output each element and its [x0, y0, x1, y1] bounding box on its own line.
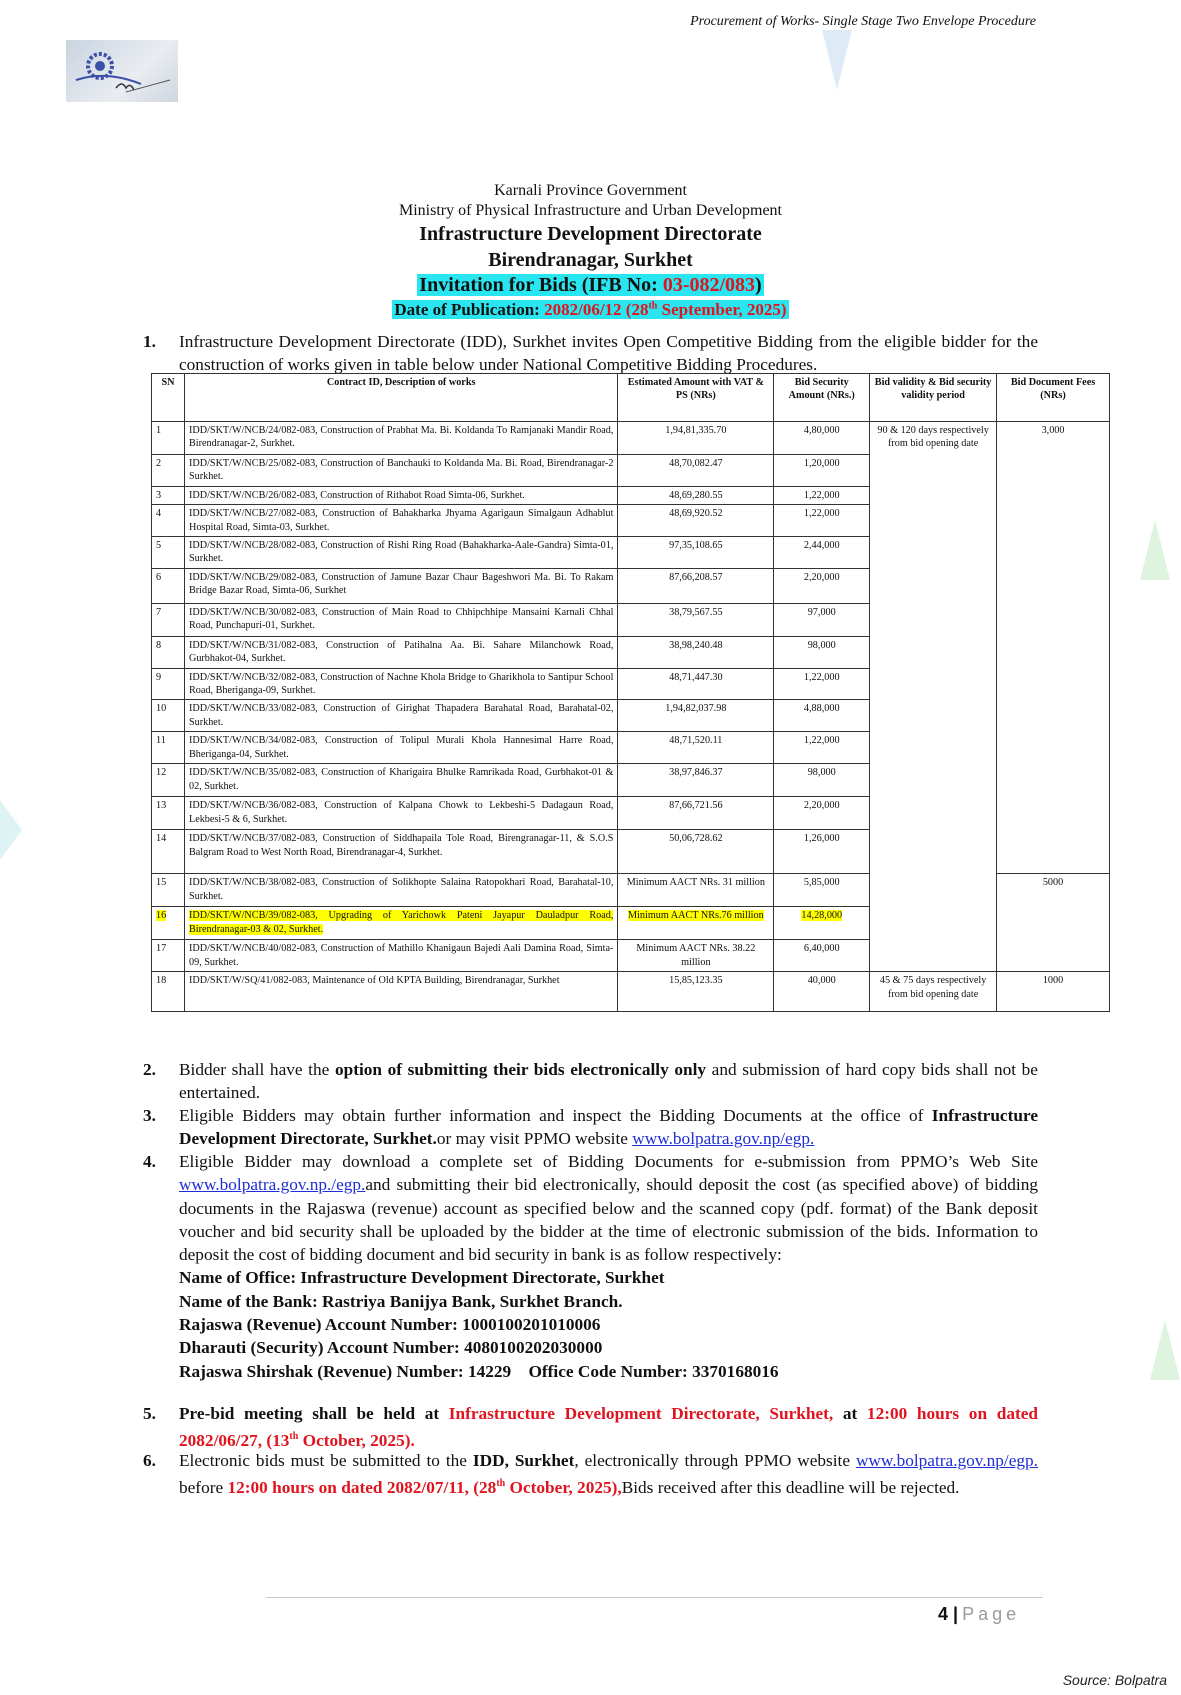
- source-credit: Source: Bolpatra: [1062, 1672, 1167, 1688]
- validity-cell: 45 & 75 days respectively from bid opening date: [870, 972, 997, 1012]
- office-location: Birendranagar, Surkhet: [488, 248, 693, 271]
- description-cell: IDD/SKT/W/NCB/28/082-083, Construction of Rishi Ring Road (Bahakharka-Aale-Gandra) Simta-01, Surkhet.: [184, 537, 617, 569]
- security-cell: 1,26,000: [774, 830, 870, 874]
- table-header-row: [152, 374, 1110, 422]
- table-row: [152, 972, 1110, 1012]
- amount-cell: 48,71,447.30: [618, 668, 774, 700]
- security-cell: 2,20,000: [774, 797, 870, 830]
- sn-cell: 7: [152, 603, 185, 636]
- amount-cell: Minimum AACT NRs.76 million: [618, 907, 774, 940]
- footer-divider: [266, 1597, 1043, 1598]
- running-header: Procurement of Works- Single Stage Two Envelope Procedure: [690, 14, 1036, 29]
- amount-cell: 87,66,208.57: [618, 568, 774, 603]
- sn-cell: 4: [152, 505, 185, 537]
- revenue-codes: Rajaswa Shirshak (Revenue) Number: 14229 Office Code Number: 3370168016: [179, 1361, 779, 1381]
- sn-cell: 14: [152, 830, 185, 874]
- amount-cell: 1,94,81,335.70: [618, 422, 774, 455]
- col-desc: Contract ID, Description of works: [184, 374, 617, 422]
- security-cell: 2,20,000: [774, 568, 870, 603]
- sn-cell: 13: [152, 797, 185, 830]
- sn-cell: 16: [152, 907, 185, 940]
- col-validity: Bid validity & Bid security validity period: [870, 374, 997, 422]
- sn-cell: 12: [152, 764, 185, 797]
- description-cell: IDD/SKT/W/NCB/31/082-083, Construction of Patihalna Aa. Bi. Sahare Milanchowk Road, Gurbhakot-04, Surkhet.: [184, 636, 617, 668]
- sn-cell: 18: [152, 972, 185, 1012]
- paragraph-5: 5. Pre-bid meeting shall be held at Infrastructure Development Directorate, Surkhet, at 12:00 hours on dated 2082/06/27, (13th October, 2025).: [143, 1404, 1038, 1451]
- amount-cell: 48,69,280.55: [618, 486, 774, 504]
- amount-cell: 38,79,567.55: [618, 603, 774, 636]
- security-cell: 98,000: [774, 764, 870, 797]
- office-name: Name of Office: Infrastructure Development Directorate, Surkhet: [179, 1268, 665, 1288]
- security-cell: 4,80,000: [774, 422, 870, 455]
- sn-cell: 10: [152, 700, 185, 732]
- watermark-arrow: [1150, 1320, 1180, 1380]
- sn-cell: 9: [152, 668, 185, 700]
- sn-cell: 17: [152, 940, 185, 972]
- amount-cell: Minimum AACT NRs. 38.22 million: [618, 940, 774, 972]
- amount-cell: 48,71,520.11: [618, 732, 774, 764]
- security-cell: 97,000: [774, 603, 870, 636]
- validity-cell: 90 & 120 days respectively from bid opening date: [870, 422, 997, 972]
- col-sn: SN: [152, 374, 185, 422]
- security-cell: 1,20,000: [774, 455, 870, 487]
- revenue-account: Rajaswa (Revenue) Account Number: 1000100201010006: [179, 1315, 601, 1335]
- description-cell: IDD/SKT/W/NCB/37/082-083, Construction of Siddhapaila Tole Road, Birengranagar-11, & S.O.S Balgram Road to West North Road, Birendranagar-4, Surkhet.: [184, 830, 617, 874]
- fees-cell: 1000: [997, 972, 1110, 1012]
- fees-cell: 5000: [997, 874, 1110, 972]
- sn-cell: 15: [152, 874, 185, 907]
- ifb-title: Invitation for Bids (IFB No: 03-082/083): [419, 274, 762, 297]
- amount-cell: Minimum AACT NRs. 31 million: [618, 874, 774, 907]
- security-cell: 98,000: [774, 636, 870, 668]
- ppmo-submit-link[interactable]: www.bolpatra.gov.np/egp.: [855, 1451, 1038, 1470]
- description-cell: IDD/SKT/W/NCB/27/082-083, Construction of Bahakharka Jhyama Agarigaun Simalgaun Adhablut Hospital Road, Simta-03, Surkhet.: [184, 505, 617, 537]
- amount-cell: 48,70,082.47: [618, 455, 774, 487]
- province-name: Karnali Province Government: [494, 182, 687, 199]
- amount-cell: 50,06,728.62: [618, 830, 774, 874]
- ppmo-download-link[interactable]: www.bolpatra.gov.np./egp.: [179, 1175, 366, 1195]
- col-fees: Bid Document Fees (NRs): [997, 374, 1110, 422]
- description-cell: IDD/SKT/W/NCB/29/082-083, Construction of Jamune Bazar Chaur Bageshwori Ma. Bi. To Rakam Bridge Bazar Road, Simta-06, Surkhet: [184, 568, 617, 603]
- col-security: Bid Security Amount (NRs.): [774, 374, 870, 422]
- description-cell: IDD/SKT/W/NCB/39/082-083, Upgrading of Yarichowk Pateni Jayapur Dauladpur Road, Birendranagar-03 & 02, Surkhet.: [184, 907, 617, 940]
- security-cell: 1,22,000: [774, 732, 870, 764]
- bank-name: Name of the Bank: Rastriya Banijya Bank, Surkhet Branch.: [179, 1291, 623, 1311]
- ppmo-logo: [66, 40, 178, 102]
- sn-cell: 1: [152, 422, 185, 455]
- sn-cell: 8: [152, 636, 185, 668]
- description-cell: IDD/SKT/W/NCB/30/082-083, Construction of Main Road to Chhipchhipe Mansaini Karnali Chhal Road, Punchapuri-01, Surkhet.: [184, 603, 617, 636]
- description-cell: IDD/SKT/W/NCB/36/082-083, Construction of Kalpana Chowk to Lekbeshi-5 Dadagaun Road, Lekbesi-5 & 6, Surkhet.: [184, 797, 617, 830]
- sn-cell: 3: [152, 486, 185, 504]
- fees-cell: 3,000: [997, 422, 1110, 874]
- watermark-arrow: [1140, 520, 1170, 580]
- security-cell: 6,40,000: [774, 940, 870, 972]
- amount-cell: 1,94,82,037.98: [618, 700, 774, 732]
- paragraph-4: 4. Eligible Bidder may download a complete set of Bidding Documents for e-submission from PPMO’s Web Site www.bolpatra.gov.np./egp.and submitting their bid electronically, should deposit the cost (as specified above) of bidding documents in the Rajaswa (revenue) account as specified below and the scanned copy (pdf. format) of the Bank deposit voucher and bid security shall be uploaded by the bidder at the time of electronic submission of the bids. Information to deposit the cost of bidding document and bid security in bank is as follow respectively: Name of Office: Infrastructure Development Directorate, Surkhet Name of the Bank: Rastriya Banijya Bank, Surkhet Branch. Rajaswa (Revenue) Account Number: 1000100201010006 Dharauti (Security) Account Number: 4080100202030000 Rajaswa Shirshak (Revenue) Number: 14229 Office Code Number: 3370168016: [143, 1150, 1038, 1383]
- sn-cell: 11: [152, 732, 185, 764]
- watermark-arrow: [822, 30, 852, 90]
- security-cell: 1,22,000: [774, 486, 870, 504]
- amount-cell: 48,69,920.52: [618, 505, 774, 537]
- description-cell: IDD/SKT/W/NCB/26/082-083, Construction of Rithabot Road Simta-06, Surkhet.: [184, 486, 617, 504]
- description-cell: IDD/SKT/W/NCB/40/082-083, Construction of Mathillo Khanigaun Bajedi Aali Damina Road, Simta-09, Surkhet.: [184, 940, 617, 972]
- sn-cell: 2: [152, 455, 185, 487]
- description-cell: IDD/SKT/W/NCB/32/082-083, Construction of Nachne Khola Bridge to Gharikhola to Santipur School Road, Bheriganga-09, Surkhet.: [184, 668, 617, 700]
- amount-cell: 87,66,721.56: [618, 797, 774, 830]
- description-cell: IDD/SKT/W/NCB/38/082-083, Construction of Solikhopte Salaina Ratopokhari Road, Barahatal-10, Surkhet.: [184, 874, 617, 907]
- sn-cell: 5: [152, 537, 185, 569]
- description-cell: IDD/SKT/W/NCB/33/082-083, Construction of Girighat Thapadera Barahatal Road, Barahatal-02, Surkhet.: [184, 700, 617, 732]
- paragraph-6: 6. Electronic bids must be submitted to the IDD, Surkhet, electronically through PPMO website www.bolpatra.gov.np/egp. before 12:00 hours on dated 2082/07/11, (28th October, 2025),Bids received after this deadline will be rejected.: [143, 1451, 1038, 1498]
- security-cell: 2,44,000: [774, 537, 870, 569]
- security-cell: 14,28,000: [774, 907, 870, 940]
- security-account: Dharauti (Security) Account Number: 4080100202030000: [179, 1338, 603, 1358]
- amount-cell: 38,97,846.37: [618, 764, 774, 797]
- description-cell: IDD/SKT/W/NCB/34/082-083, Construction of Tolipul Murali Khola Hannesimal Harre Road, Bheriganga-04, Surkhet.: [184, 732, 617, 764]
- amount-cell: 97,35,108.65: [618, 537, 774, 569]
- security-cell: 4,88,000: [774, 700, 870, 732]
- watermark-arrow: [0, 800, 22, 860]
- col-amount: Estimated Amount with VAT & PS (NRs): [618, 374, 774, 422]
- security-cell: 40,000: [774, 972, 870, 1012]
- page-number: 4 | Page: [938, 1604, 1021, 1624]
- amount-cell: 15,85,123.35: [618, 972, 774, 1012]
- works-table: [151, 373, 1110, 1012]
- paragraph-1: 1. Infrastructure Development Directorate (IDD), Surkhet invites Open Competitive Bidding from the eligible bidder for the construction of works given in table below under National Competitive Bidding Procedures.: [143, 332, 1038, 375]
- security-cell: 5,85,000: [774, 874, 870, 907]
- amount-cell: 38,98,240.48: [618, 636, 774, 668]
- ministry-name: Ministry of Physical Infrastructure and Urban Development: [398, 202, 782, 220]
- security-cell: 1,22,000: [774, 668, 870, 700]
- description-cell: IDD/SKT/W/SQ/41/082-083, Maintenance of Old KPTA Building, Birendranagar, Surkhet: [184, 972, 617, 1012]
- description-cell: IDD/SKT/W/NCB/25/082-083, Construction of Banchauki to Koldanda Ma. Bi. Road, Birendranagar-2 Surkhet.: [184, 455, 617, 487]
- security-cell: 1,22,000: [774, 505, 870, 537]
- publication-date: Date of Publication: 2082/06/12 (28th September, 2025): [394, 299, 787, 319]
- paragraph-3: 3. Eligible Bidders may obtain further information and inspect the Bidding Documents at the office of Infrastructure Development Directorate, Surkhet.or may visit PPMO website www.bolpatra.gov.np/egp.: [143, 1106, 1038, 1149]
- directorate-name: Infrastructure Development Directorate: [419, 222, 762, 245]
- description-cell: IDD/SKT/W/NCB/35/082-083, Construction of Kharigaira Bhulke Ramrikada Road, Gurbhakot-01 & 02, Surkhet.: [184, 764, 617, 797]
- notice-heading: [0, 181, 1181, 321]
- ppmo-link[interactable]: www.bolpatra.gov.np/egp.: [632, 1129, 815, 1149]
- table-row: [152, 422, 1110, 455]
- description-cell: IDD/SKT/W/NCB/24/082-083, Construction of Prabhat Ma. Bi. Koldanda To Ramjanaki Mandir Road, Birendranagar-2, Surkhet.: [184, 422, 617, 455]
- sn-cell: 6: [152, 568, 185, 603]
- paragraph-2: 2. Bidder shall have the option of submitting their bids electronically only and submission of hard copy bids shall not be entertained.: [143, 1060, 1038, 1103]
